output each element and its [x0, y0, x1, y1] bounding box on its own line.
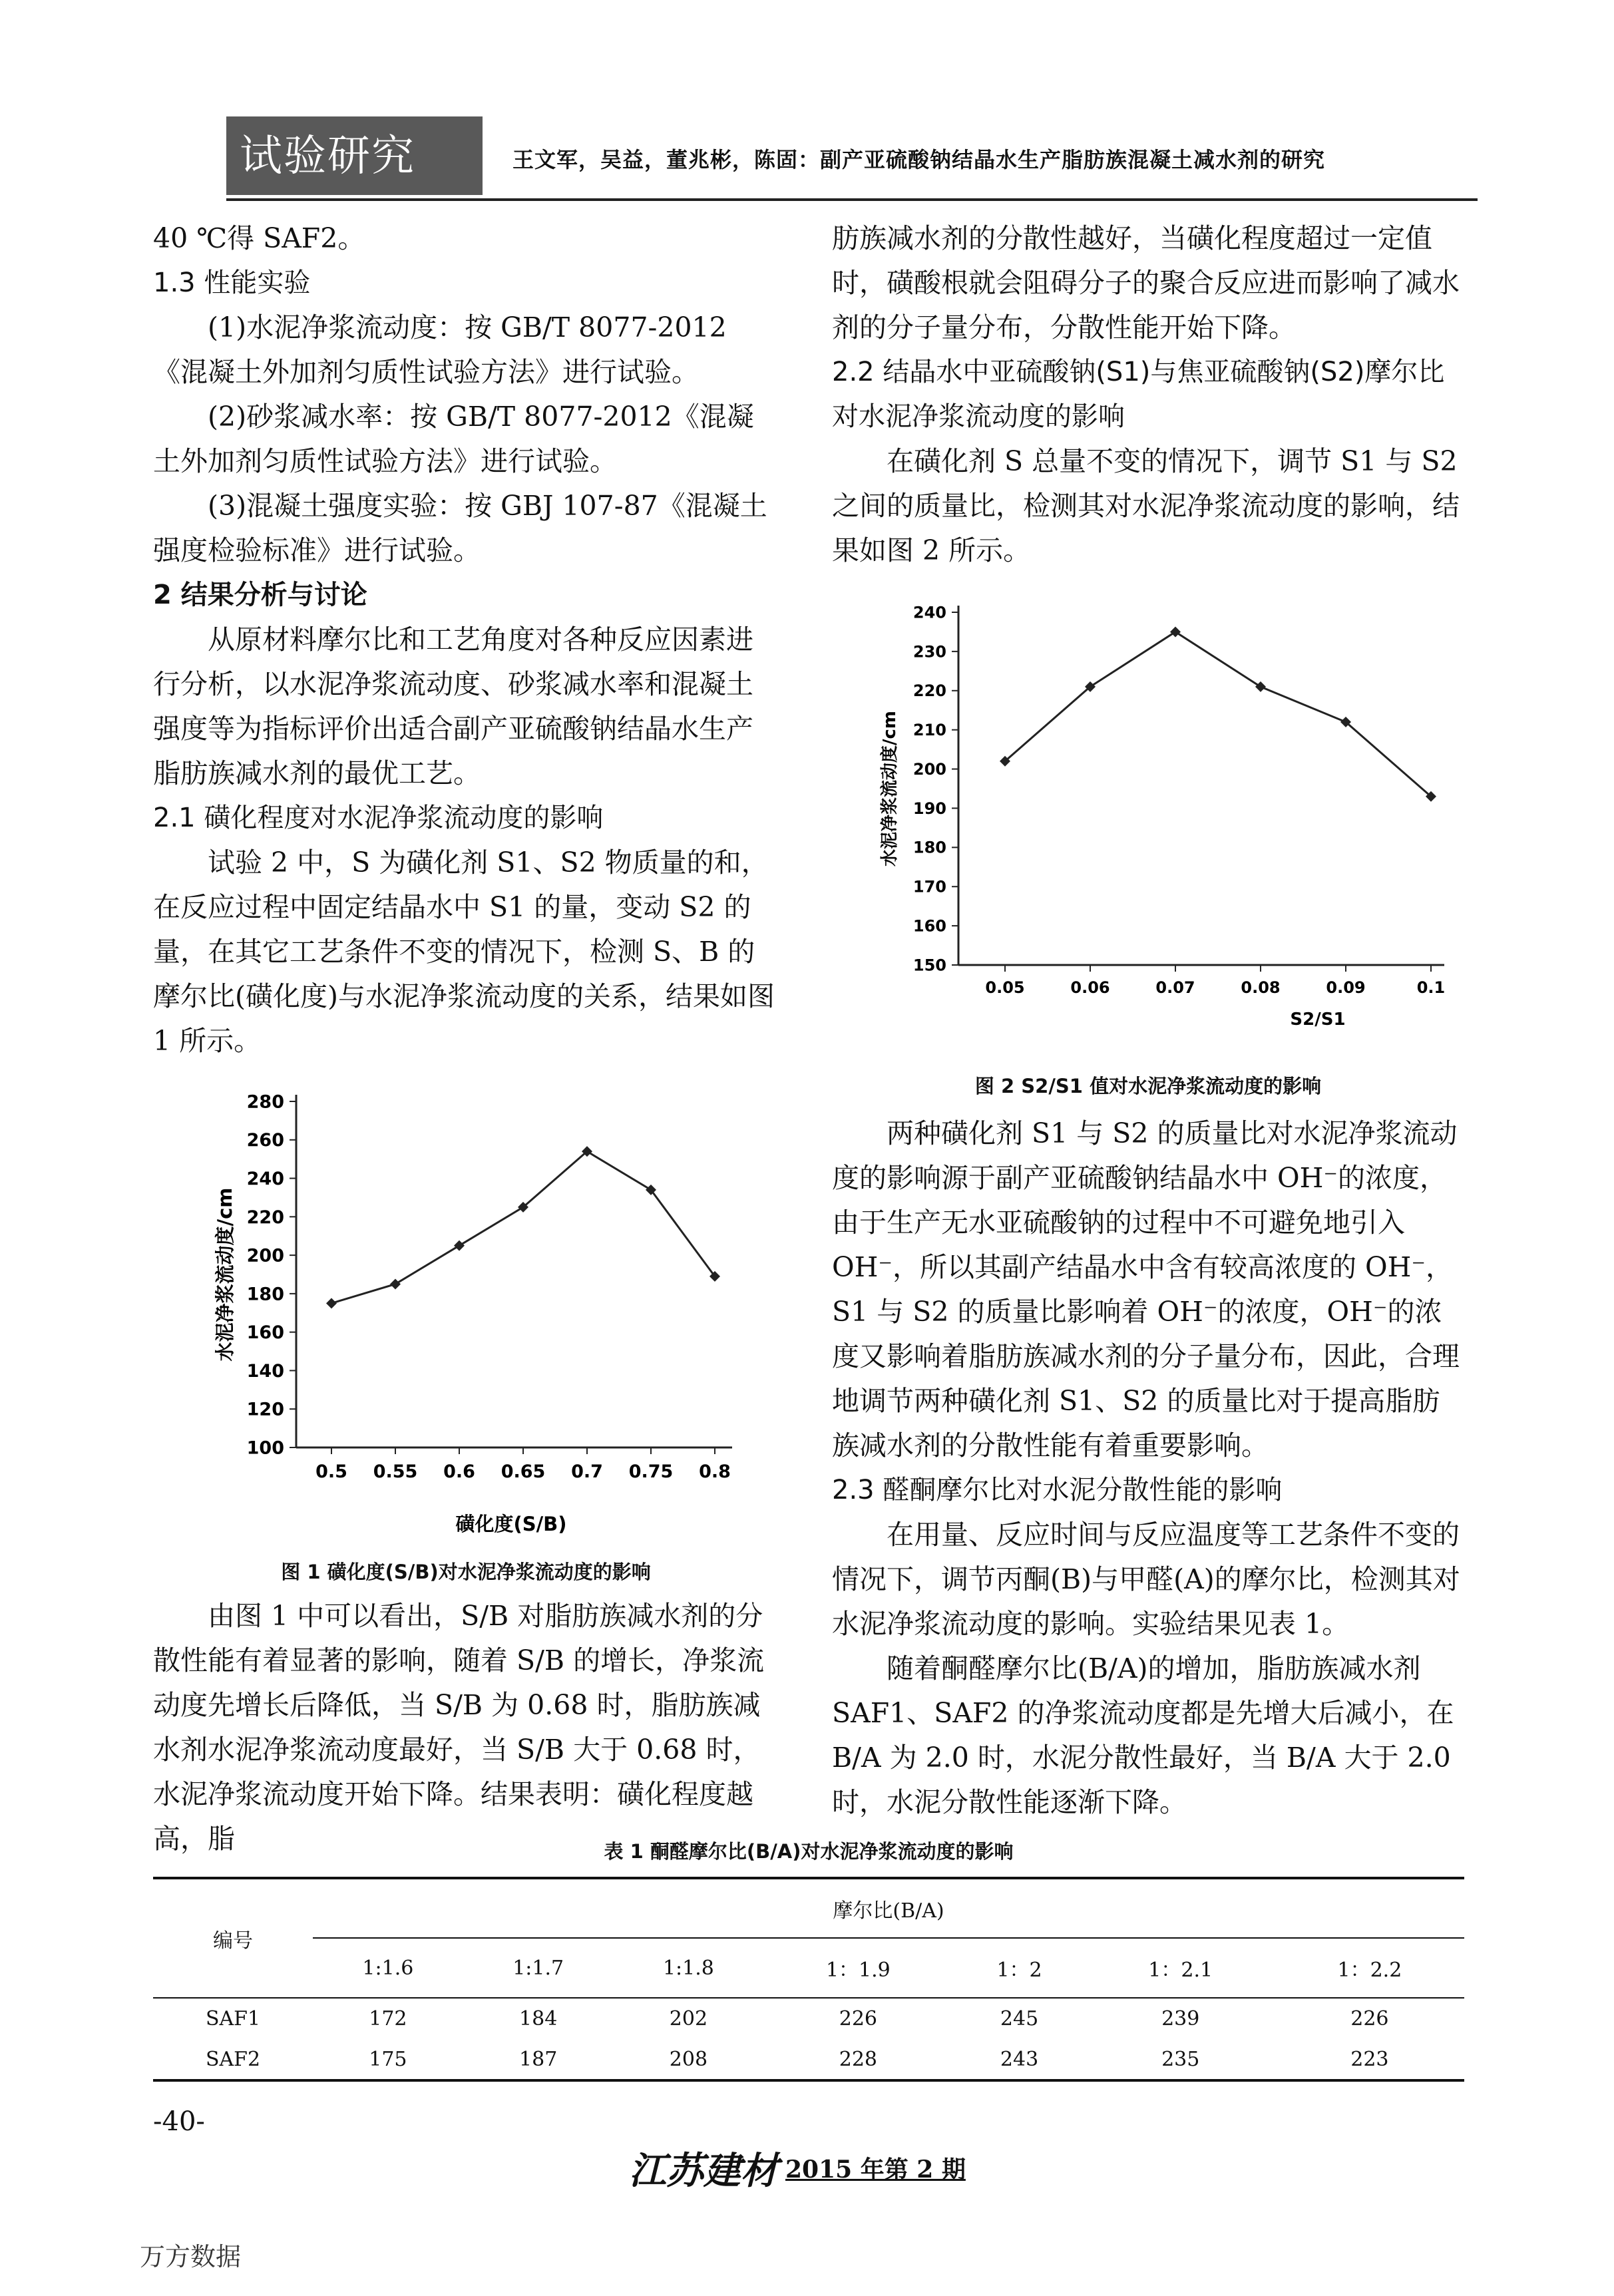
- paragraph: 由图 1 中可以看出，S/B 对脂肪族减水剂的分散性能有着显著的影响，随着 S/B 的增长，净浆流动度先增长后降低，当 S/B 为 0.68 时，脂肪族减水剂水泥净浆流动度最好，当 S/B 大于 0.68 时，水泥净浆流动度开始下降。结果表明：磺化程度越高，脂: [153, 1600, 765, 1855]
- section-heading: 2.3 醛酮摩尔比对水泥分散性能的影响: [832, 1475, 1283, 1505]
- y-tick-label: 220: [912, 681, 946, 701]
- y-tick-label: 170: [912, 877, 946, 896]
- page-number: -40-: [153, 2106, 205, 2137]
- table-cell: 235: [1161, 2047, 1200, 2071]
- x-axis-title: 磺化度(S/B): [455, 1513, 567, 1535]
- table-row: [153, 2039, 1464, 2080]
- journal-logo: 江苏建材: [629, 2149, 778, 2193]
- y-tick-label: 240: [246, 1169, 284, 1190]
- y-axis-title: 水泥净浆流动度/cm: [214, 1187, 236, 1362]
- table-1: [153, 1877, 1464, 2082]
- table-cell: 184: [519, 2007, 558, 2030]
- data-point: [390, 1278, 401, 1289]
- x-tick-label: 0.8: [699, 1461, 731, 1482]
- table-col-header: 1：2.2: [1337, 1959, 1402, 1982]
- y-tick-label: 240: [912, 603, 946, 622]
- y-tick-label: 260: [246, 1130, 284, 1151]
- section-heading: 2.2 结晶水中亚硫酸钠(S1)与焦亚硫酸钠(S2)摩尔比对水泥净浆流动度的影响: [832, 357, 1445, 432]
- watermark: 万方数据: [140, 2242, 242, 2271]
- paragraph: 40 ℃得 SAF2。: [153, 222, 365, 254]
- paragraph: (2)砂浆减水率：按 GB/T 8077-2012《混凝土外加剂匀质性试验方法》进行试验。: [153, 401, 754, 477]
- table-cell: 223: [1350, 2047, 1389, 2071]
- data-point: [326, 1298, 337, 1308]
- x-tick-label: 0.7: [571, 1461, 603, 1482]
- paragraph: 在用量、反应时间与反应温度等工艺条件不变的情况下，调节丙酮(B)与甲醛(A)的摩尔比，检测其对水泥净浆流动度的影响。实验结果见表 1。: [832, 1519, 1460, 1640]
- table-col-header: 1:1.8: [662, 1956, 714, 1980]
- table-cell: 228: [839, 2047, 877, 2071]
- y-tick-label: 100: [246, 1437, 284, 1459]
- table-col-header: 1：2.1: [1148, 1959, 1213, 1982]
- x-tick-label: 0.06: [1070, 978, 1110, 997]
- left-column: [153, 216, 779, 1063]
- right-column-continued: [832, 1111, 1464, 1825]
- y-tick-label: 190: [912, 799, 946, 818]
- table-cell: 175: [369, 2047, 407, 2071]
- paragraph: 两种磺化剂 S1 与 S2 的质量比对水泥净浆流动度的影响源于副产亚硫酸钠结晶水中 OH⁻的浓度，由于生产无水亚硫酸钠的过程中不可避免地引入 OH⁻，所以其副产结晶水中含有较高浓度的 OH⁻，S1 与 S2 的质量比影响着 OH⁻的浓度，OH⁻的浓度又影响着脂肪族减水剂的分子量分布，因此，合理地调节两种磺化剂 S1、S2 的质量比对于提高脂肪族减水剂的分散性能有着重要影响。: [832, 1117, 1460, 1461]
- table-cell: 239: [1161, 2007, 1200, 2030]
- paragraph: (3)混凝土强度实验：按 GBJ 107-87《混凝土强度检验标准》进行试验。: [153, 490, 767, 566]
- table-col-header: 1:1.7: [512, 1956, 564, 1980]
- x-tick-label: 0.07: [1155, 978, 1195, 997]
- journal-issue: 2015 年第 2 期: [785, 2156, 966, 2184]
- x-tick-label: 0.65: [501, 1461, 546, 1482]
- table-cell: 226: [839, 2007, 877, 2030]
- section-heading: 2 结果分析与讨论: [153, 580, 367, 610]
- y-tick-label: 160: [912, 916, 946, 936]
- data-point: [1255, 681, 1266, 692]
- figure-2-caption: 图 2 S2/S1 值对水泥净浆流动度的影响: [974, 1075, 1322, 1097]
- table-col-header: 1：2: [996, 1959, 1042, 1982]
- y-axis-title: 水泥净浆流动度/cm: [880, 710, 900, 867]
- series-line: [331, 1151, 715, 1303]
- x-axis-title: S2/S1: [1290, 1010, 1346, 1030]
- table-row: [153, 1998, 1464, 2039]
- table-col-header: 1:1.6: [362, 1956, 414, 1980]
- y-tick-label: 210: [912, 721, 946, 740]
- y-tick-label: 120: [246, 1399, 284, 1420]
- table-cell: 208: [669, 2047, 708, 2071]
- y-tick-label: 180: [246, 1284, 284, 1305]
- table-cell: 172: [369, 2007, 407, 2030]
- table-cell: 187: [519, 2047, 558, 2071]
- paragraph: 试验 2 中，S 为磺化剂 S1、S2 物质量的和，在反应过程中固定结晶水中 S1 的量，变动 S2 的量，在其它工艺条件不变的情况下，检测 S、B 的摩尔比(磺化度)与水泥净浆流动度的关系，结果如图 1 所示。: [153, 847, 775, 1057]
- y-tick-label: 140: [246, 1360, 284, 1382]
- y-tick-label: 280: [246, 1091, 284, 1113]
- paragraph: 在磺化剂 S 总量不变的情况下，调节 S1 与 S2 之间的质量比，检测其对水泥净浆流动度的影响，结果如图 2 所示。: [832, 445, 1460, 566]
- table-col-header: 1：1.9: [825, 1959, 891, 1982]
- table-cell: 245: [1000, 2007, 1039, 2030]
- data-point: [1170, 626, 1181, 637]
- x-tick-label: 0.55: [373, 1461, 418, 1482]
- table-cell: 226: [1350, 2007, 1389, 2030]
- header-rule: [226, 198, 1478, 201]
- table-header-group: 摩尔比(B/A): [313, 1878, 1464, 1938]
- x-tick-label: 0.75: [628, 1461, 674, 1482]
- table-cell: 202: [669, 2007, 708, 2030]
- table-row-label: SAF1: [205, 2007, 261, 2030]
- right-column: [832, 216, 1464, 573]
- section-heading: 1.3 性能实验: [153, 268, 311, 298]
- table-header-id: 编号: [213, 1929, 253, 1953]
- y-tick-label: 150: [912, 956, 946, 975]
- y-tick-label: 180: [912, 838, 946, 857]
- y-tick-label: 200: [912, 759, 946, 779]
- series-line: [1005, 632, 1431, 796]
- y-tick-label: 230: [912, 642, 946, 662]
- table-1-caption: 表 1 酮醛摩尔比(B/A)对水泥净浆流动度的影响: [604, 1840, 1014, 1863]
- table-cell: 243: [1000, 2047, 1039, 2071]
- x-tick-label: 0.09: [1326, 978, 1366, 997]
- y-tick-label: 200: [246, 1245, 284, 1266]
- paragraph: (1)水泥净浆流动度：按 GB/T 8077-2012《混凝土外加剂匀质性试验方法》进行试验。: [153, 311, 727, 388]
- figure-1-chart: [200, 1071, 759, 1551]
- table-row-label: SAF2: [205, 2047, 261, 2071]
- y-tick-label: 220: [246, 1207, 284, 1228]
- running-title: 王文军，吴益，董兆彬，陈固：副产亚硫酸钠结晶水生产脂肪族混凝土减水剂的研究: [512, 147, 1326, 172]
- section-heading: 2.1 磺化程度对水泥净浆流动度的影响: [153, 803, 604, 833]
- section-title: 试验研究: [240, 132, 415, 181]
- paragraph: 肪族减水剂的分散性越好，当磺化程度超过一定值时，磺酸根就会阻碍分子的聚合反应进而影响了减水剂的分子量分布，分散性能开始下降。: [832, 222, 1460, 343]
- paragraph: 随着酮醛摩尔比(B/A)的增加，脂肪族减水剂 SAF1、SAF2 的净浆流动度都是先增大后减小，在 B/A 为 2.0 时，水泥分散性最好，当 B/A 大于 2.0 时，水泥分散性能逐渐下降。: [832, 1652, 1454, 1818]
- left-column-continued: [153, 1594, 779, 1861]
- paragraph: 从原材料摩尔比和工艺角度对各种反应因素进行分析，以水泥净浆流动度、砂浆减水率和混凝土强度等为指标评价出适合副产亚硫酸钠结晶水生产脂肪族减水剂的最优工艺。: [153, 624, 753, 789]
- figure-2-chart: [865, 596, 1464, 1055]
- figure-1-caption: 图 1 磺化度(S/B)对水泥净浆流动度的影响: [281, 1561, 651, 1583]
- x-tick-label: 0.1: [1416, 978, 1446, 997]
- data-point: [454, 1241, 465, 1251]
- y-tick-label: 160: [246, 1322, 284, 1344]
- x-tick-label: 0.05: [985, 978, 1025, 997]
- x-tick-label: 0.5: [315, 1461, 347, 1482]
- x-tick-label: 0.6: [443, 1461, 475, 1482]
- x-tick-label: 0.08: [1241, 978, 1281, 997]
